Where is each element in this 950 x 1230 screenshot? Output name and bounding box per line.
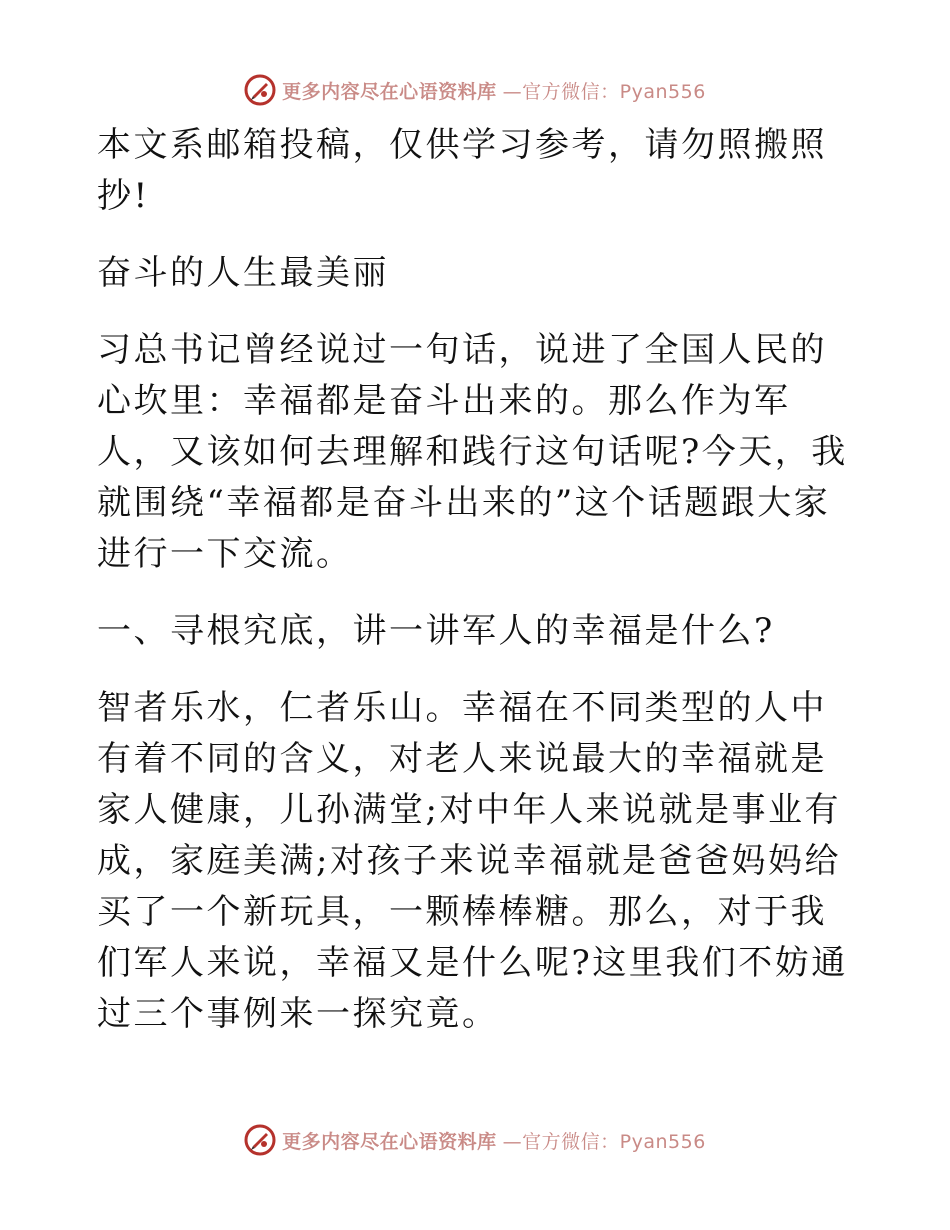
header-banner-text: 更多内容尽在心语资料库 <box>282 80 497 103</box>
footer-banner <box>0 1120 950 1160</box>
pen-logo-icon <box>244 1124 276 1156</box>
pen-logo-icon <box>244 74 276 106</box>
paragraph-1: 习总书记曾经说过一句话，说进了全国人民的心坎里：幸福都是奋斗出来的。那么作为军人，又该如何去理解和践行这句话呢?今天，我就围绕“幸福都是奋斗出来的”这个话题跟大家进行一下交流。 <box>97 330 848 574</box>
footer-banner-text: 更多内容尽在心语资料库 <box>282 1130 497 1153</box>
header-banner-contact: —官方微信：Pyan556 <box>502 80 706 103</box>
paragraph-2: 智者乐水，仁者乐山。幸福在不同类型的人中有着不同的含义，对老人来说最大的幸福就是家人健康，儿孙满堂;对中年人来说就是事业有成，家庭美满;对孩子来说幸福就是爸爸妈妈给买了一个新玩具，一颗棒棒糖。那么，对于我们军人来说，幸福又是什么呢?这里我们不妨通过三个事例来一探究竟。 <box>97 688 848 1034</box>
section-1-heading: 一、寻根究底，讲一讲军人的幸福是什么? <box>97 611 775 651</box>
article-title: 奋斗的人生最美丽 <box>97 253 389 293</box>
header-banner <box>0 70 950 110</box>
footer-banner-contact: —官方微信：Pyan556 <box>502 1130 706 1153</box>
document-body <box>97 120 857 1040</box>
notice-text: 本文系邮箱投稿，仅供学习参考，请勿照搬照抄! <box>97 125 827 216</box>
